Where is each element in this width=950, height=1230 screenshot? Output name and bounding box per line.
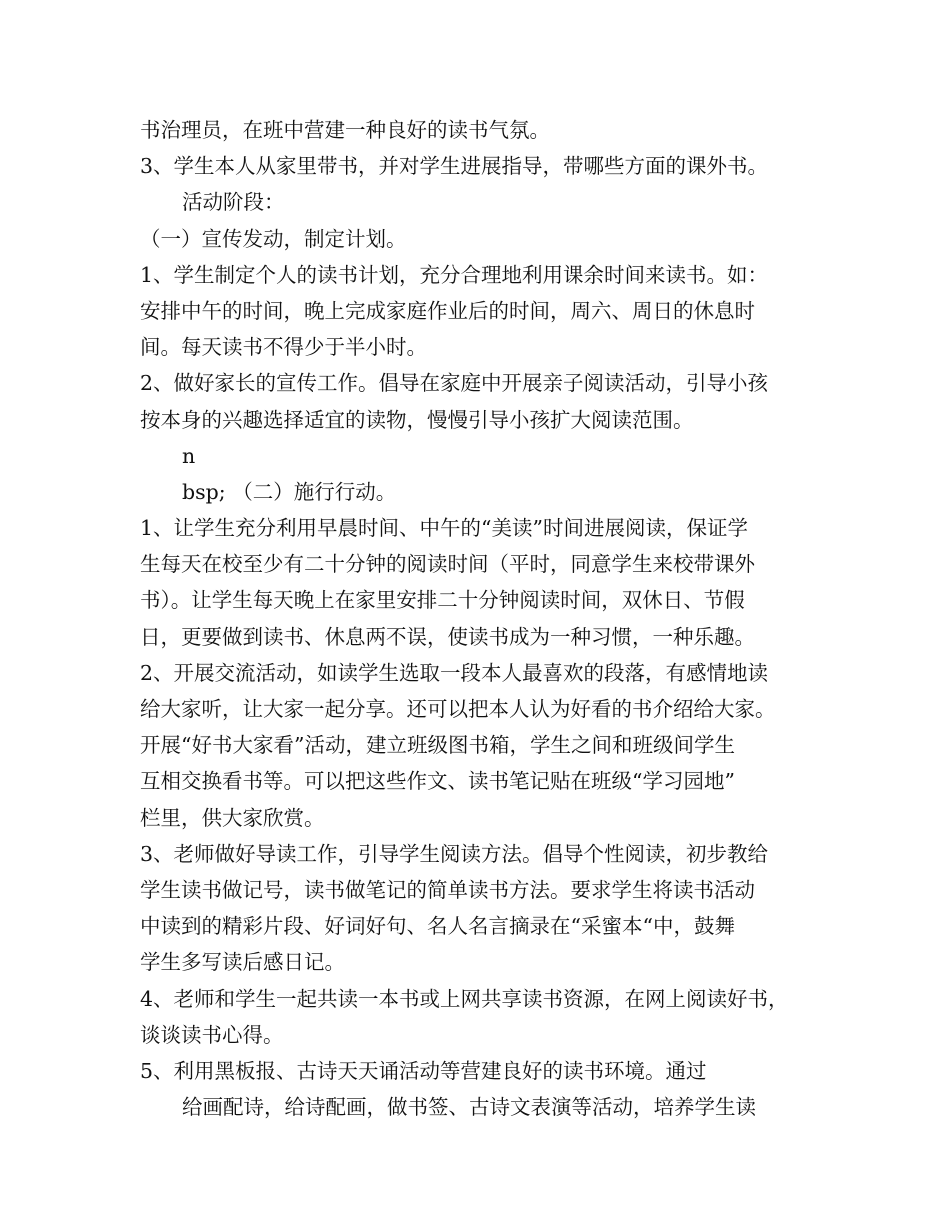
text-line: 安排中午的时间，晚上完成家庭作业后的时间，周六、周日的休息时	[140, 298, 755, 323]
text-line: 互相交换看书等。可以把这些作文、读书笔记贴在班级“学习园地”	[140, 769, 735, 794]
text-line: 4、老师和学生一起共读一本书或上网共享读书资源，在网上阅读好书，	[140, 986, 789, 1011]
text-line: 中读到的精彩片段、好词好句、名人名言摘录在“采蜜本“中，鼓舞	[140, 914, 735, 939]
section-heading: 活动阶段：	[182, 190, 285, 215]
text-line: 学生读书做记号，读书做笔记的简单读书方法。要求学生将读书活动	[140, 877, 755, 902]
text-line: 书）。让学生每天晚上在家里安排二十分钟阅读时间，双休日、节假	[140, 588, 745, 613]
text-line: 2、做好家长的宣传工作。倡导在家庭中开展亲子阅读活动，引导小孩	[140, 371, 769, 396]
text-line: 3、老师做好导读工作，引导学生阅读方法。倡导个性阅读，初步教给	[140, 841, 769, 866]
text-line: 按本身的兴趣选择适宜的读物，慢慢引导小孩扩大阅读范围。	[140, 407, 694, 432]
section-heading: （一）宣传发动，制定计划。	[140, 226, 407, 251]
text-line: 2、开展交流活动，如读学生选取一段本人最喜欢的段落，有感情地读	[140, 660, 769, 685]
text-line: 学生多写读后感日记。	[140, 950, 345, 975]
section-heading: bsp; （二）施行行动。	[182, 479, 397, 504]
text-line: 1、学生制定个人的读书计划，充分合理地利用课余时间来读书。如：	[140, 262, 769, 287]
text-line: 间。每天读书不得少于半小时。	[140, 335, 427, 360]
text-line: n	[182, 443, 196, 468]
text-line: 日，更要做到读书、休息两不误，使读书成为一种习惯，一种乐趣。	[140, 624, 755, 649]
text-line: 生每天在校至少有二十分钟的阅读时间（平时，同意学生来校带课外	[140, 552, 755, 577]
text-line: 5、利用黑板报、古诗天天诵活动等营建良好的读书环境。通过	[140, 1058, 707, 1083]
text-line: 3、学生本人从家里带书，并对学生进展指导，带哪些方面的课外书。	[140, 154, 769, 179]
text-line: 1、让学生充分利用早晨时间、中午的“美读”时间进展阅读，保证学	[140, 516, 749, 541]
text-line: 给画配诗，给诗配画，做书签、古诗文表演等活动，培养学生读	[182, 1095, 756, 1120]
text-line: 谈谈读书心得。	[140, 1022, 284, 1047]
text-line: 书治理员，在班中营建一种良好的读书气氛。	[140, 118, 550, 142]
text-line: 给大家听，让大家一起分享。还可以把本人认为好看的书介绍给大家。	[140, 697, 776, 721]
document-body	[140, 112, 840, 1125]
text-line: 开展“好书大家看”活动，建立班级图书箱，学生之间和班级间学生	[140, 733, 735, 758]
text-line: 栏里，供大家欣赏。	[140, 805, 325, 830]
